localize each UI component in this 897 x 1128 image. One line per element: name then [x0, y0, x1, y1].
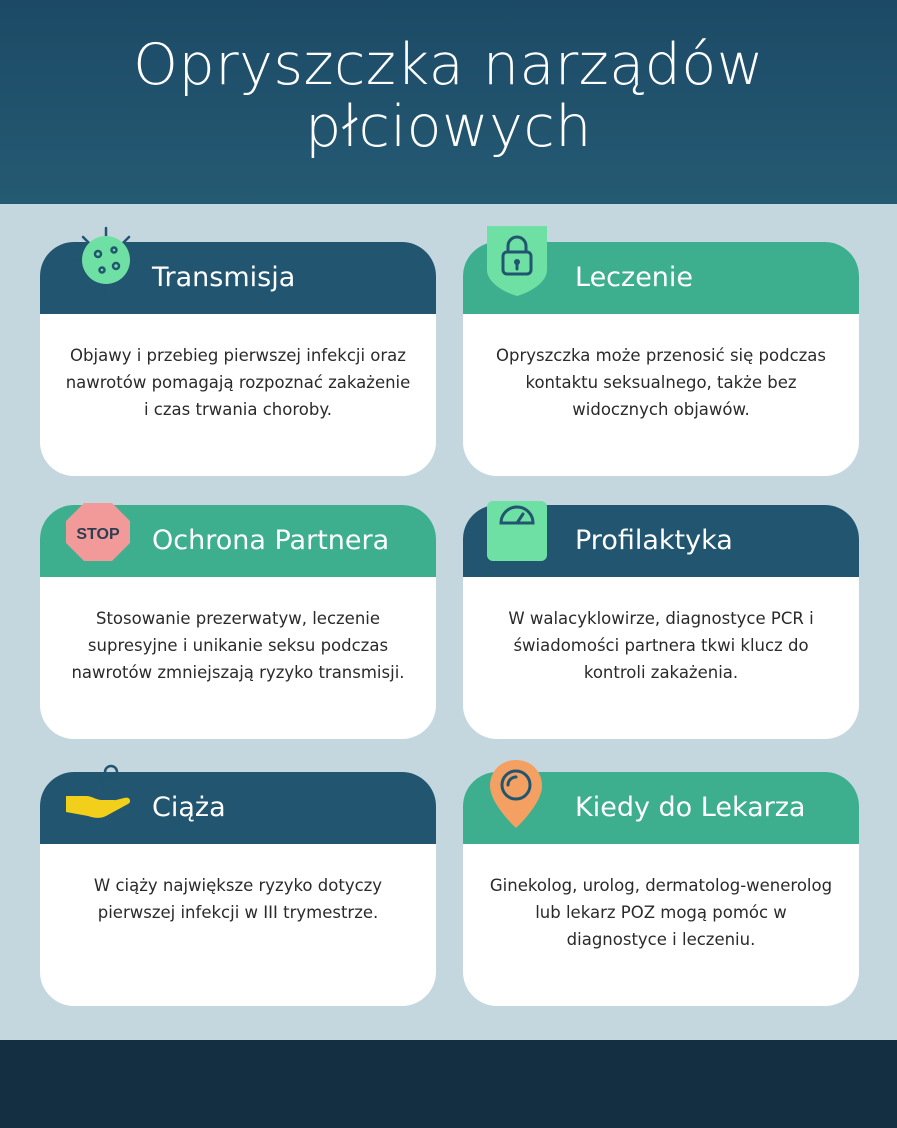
card-ochrona-partnera: [40, 505, 436, 739]
page-footer: [0, 1040, 897, 1128]
stop-sign-icon: [64, 501, 132, 563]
card-text: Objawy i przebieg pierwszej infekcji oraz nawrotów pomagają rozpoznać zakażenie i czas trwania choroby.: [65, 346, 411, 419]
hand-lock-icon: [62, 762, 134, 826]
page-header: [0, 0, 897, 204]
card-text: Opryszczka może przenosić się podczas kontaktu seksualnego, także bez widocznych objawów.: [495, 346, 827, 419]
card-title: Ciąża: [152, 792, 226, 823]
card-title: Profilaktyka: [575, 525, 733, 556]
card-title: Transmisja: [152, 262, 296, 293]
page-title: Opryszczka narządów płciowych: [133, 32, 764, 160]
card-text: Stosowanie prezerwatyw, leczenie supresyjne i unikanie seksu podczas nawrotów zmniejszają ryzyko transmisji.: [71, 609, 405, 682]
shield-lock-icon: [485, 224, 549, 298]
card-text: Ginekolog, urolog, dermatolog-wenerolog lub lekarz POZ mogą pomóc w diagnostyce i leczeniu.: [489, 876, 833, 949]
card-profilaktyka: [463, 505, 859, 739]
map-pin-icon: [487, 758, 545, 830]
scale-icon: [485, 499, 549, 563]
card-ciaza: [40, 772, 436, 1006]
card-text: W ciąży największe ryzyko dotyczy pierwszej infekcji w III trymestrze.: [93, 876, 383, 922]
card-leczenie: [463, 242, 859, 476]
card-transmisja: [40, 242, 436, 476]
card-kiedy-do-lekarza: [463, 772, 859, 1006]
virus-icon: [70, 224, 142, 296]
stop-sign-label: STOP: [76, 526, 120, 543]
card-title: Leczenie: [575, 262, 694, 293]
card-title: Kiedy do Lekarza: [575, 792, 806, 823]
card-text: W walacyklowirze, diagnostyce PCR i świadomości partnera tkwi klucz do kontroli zakażenia.: [508, 609, 814, 682]
card-title: Ochrona Partnera: [152, 525, 390, 556]
